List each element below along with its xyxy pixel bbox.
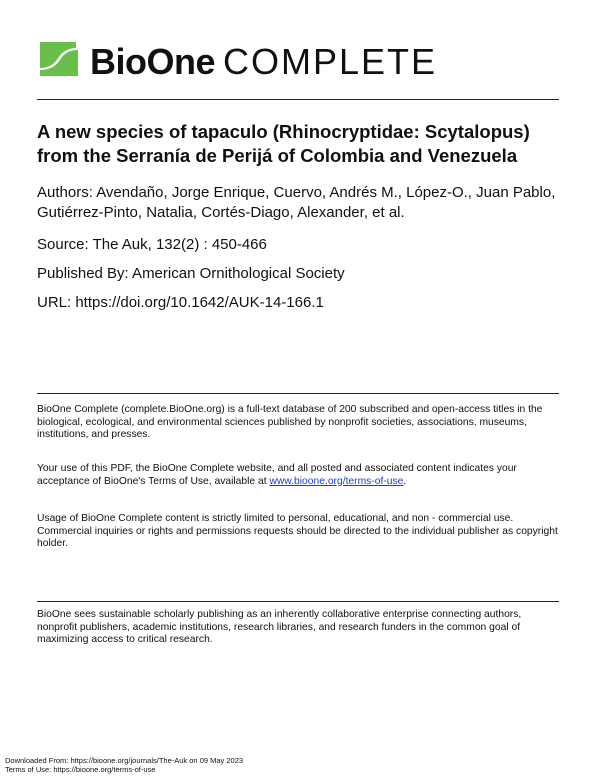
article-title: A new species of tapaculo (Rhinocryptidae: Scytalopus) from the Serranía de Perijá of Colombia and Venezuela: [37, 121, 530, 166]
bioone-logo: [38, 38, 458, 82]
bioone-leaf-icon: [38, 38, 82, 78]
logo-complete-text: COMPLETE: [223, 41, 438, 82]
sustainability-statement: BioOne sees sustainable scholarly publishing as an inherently collaborative enterprise connecting authors, nonprofit publishers, academic institutions, research libraries, and research funders in the common goal of maximizing access to critical research.: [37, 609, 522, 646]
about-paragraph: BioOne Complete (complete.BioOne.org) is a full-text database of 200 subscribed and open-access titles in the biological, ecological, and environmental sciences published by nonprofit societies, associations, museums, institutions, and presses.: [37, 404, 543, 441]
terms-suffix: .: [403, 475, 407, 487]
logo-wordmark: [90, 42, 437, 82]
terms-of-use-footer: Terms of Use: https://bioone.org/terms-of-use: [5, 765, 156, 774]
article-authors: Authors: Avendaño, Jorge Enrique, Cuervo, Andrés M., López-O., Juan Pablo, Gutiérrez-Pinto, Natalia, Cortés-Diago, Alexander, et al.: [37, 184, 556, 221]
logo-bioone-text: BioOne: [90, 41, 216, 82]
article-url[interactable]: URL: https://doi.org/10.1642/AUK-14-166.1: [37, 294, 324, 311]
article-source: Source: The Auk, 132(2) : 450-466: [37, 236, 267, 253]
terms-paragraph: [37, 463, 562, 488]
terms-of-use-link[interactable]: www.bioone.org/terms-of-use: [269, 475, 404, 487]
footer-divider: [37, 601, 559, 602]
article-publisher: Published By: American Ornithological Society: [37, 265, 345, 282]
header-divider: [37, 99, 559, 100]
terms-text: Your use of this PDF, the BioOne Complete website, and all posted and associated content indicates your acceptance of BioOne's Terms of Use, available at: [37, 463, 517, 487]
downloaded-from: Downloaded From: https://bioone.org/journals/The-Auk on 09 May 2023: [5, 756, 244, 765]
notice-divider: [37, 393, 559, 394]
usage-paragraph: Usage of BioOne Complete content is strictly limited to personal, educational, and non - commercial use. Commercial inquiries or rights and permissions requests should be directed to the individual publisher as copyright holder.: [37, 513, 558, 550]
